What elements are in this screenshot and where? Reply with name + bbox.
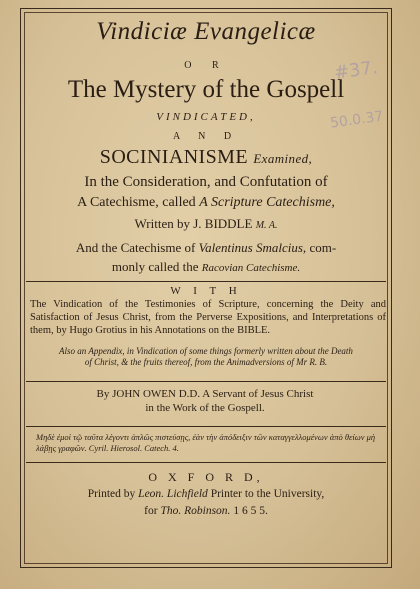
written-by-biddle: Written by J. BIDDLE (134, 216, 253, 231)
socinianisme-line (24, 146, 388, 169)
publisher-name: Tho. Robinson. (160, 505, 231, 517)
consideration-line: In the Consideration, and Confutation of (84, 174, 328, 190)
divider-rule (26, 426, 386, 427)
scripture-catechisme-title: A Scripture Catechisme, (199, 195, 335, 210)
title-line-2: The Mystery of the Gospell (67, 76, 345, 103)
and-connector: A N D (172, 131, 240, 142)
vindicated-word: VINDICATED, (156, 111, 256, 123)
divider-rule (26, 462, 386, 463)
shelf-mark-annotation: #37. (332, 57, 379, 84)
divider-rule (26, 381, 386, 382)
author-line-2: in the Work of the Gospell. (145, 402, 265, 414)
greek-epigraph: Μηδὲ ἐμοὶ τῷ ταῦτα λέγοντι ἁπλῶς πιστεύσῃς, ἐὰν τὴν ἀπόδειξιν τῶν καταγγελλομένων ἀπὸ θείων μὴ λάβῃς γραφῶν. Cyril. Hierosol. Catech. 4. (36, 432, 376, 453)
catechisme-prefix: A Catechisme, called (77, 195, 196, 210)
racovian-title: Racovian Catechisme. (201, 262, 301, 274)
divider-rule (26, 281, 386, 282)
examined-word: Examined, (253, 151, 313, 166)
imprint-publisher-line (24, 505, 388, 517)
smalcius-suffix: com- (309, 240, 337, 255)
with-connector: W I T H (170, 285, 242, 297)
written-by-line (24, 216, 388, 232)
publisher-prefix: for (144, 505, 158, 517)
socinianisme-word: SOCINIANISME (99, 146, 248, 168)
smalcius-prefix: And the Catechisme of (75, 240, 196, 255)
racovian-prefix: monly called the (111, 259, 199, 274)
printer-suffix: Printer to the University, (210, 488, 325, 500)
smalcius-line (24, 240, 388, 256)
or-connector: O R (184, 60, 228, 71)
racovian-line (24, 259, 388, 275)
smalcius-name: Valentinus Smalcius, (198, 240, 307, 255)
pencil-note-annotation: 50.0.37 (329, 108, 385, 132)
author-block (40, 387, 370, 415)
imprint-printer-line (24, 488, 388, 500)
degree-text: M. A. (255, 220, 278, 231)
printer-prefix: Printed by (87, 488, 136, 500)
appendix-paragraph: Also an Appendix, in Vindication of some things formerly written about the Death of Christ, & the fruits thereof, from the Animadversions of Mr R. B. (59, 346, 353, 367)
title-line-1: Vindiciæ Evangelicæ (96, 18, 316, 45)
scripture-catechisme-line (24, 195, 388, 211)
imprint-year: 1 6 5 5. (233, 505, 268, 517)
vindication-paragraph: The Vindication of the Testimonies of Scripture, concerning the Deity and Satisfaction of Jesus Christ, from the Perverse Expositions, and Interpretations of them, by Hugo Grotius in his Annotations on the BIBLE. (30, 299, 386, 337)
printer-name: Leon. Lichfield (138, 488, 208, 500)
imprint-place: O X F O R D, (148, 470, 264, 484)
author-line-1: By JOHN OWEN D.D. A Servant of Jesus Christ (96, 388, 314, 400)
